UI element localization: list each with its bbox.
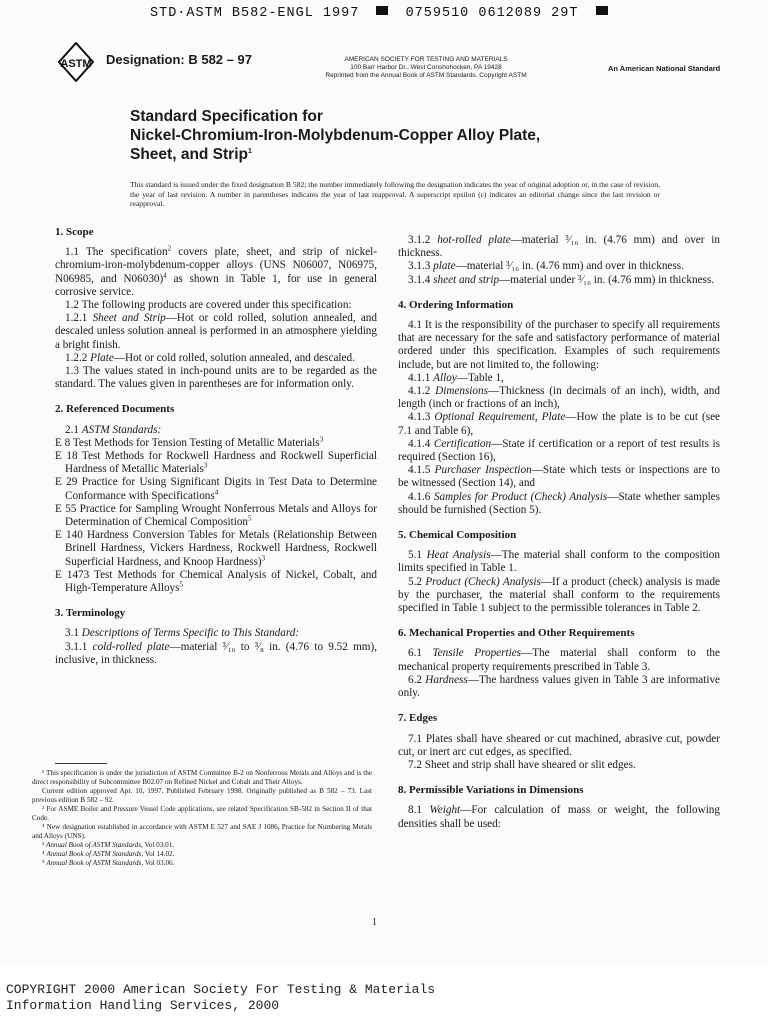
reference-item: E 140 Hardness Conversion Tables for Metals (Relationship Between Brinell Hardness, Vickers Hardness, Rockwell Hardness, Rockwell Superficial Hardness, and Knoop Hardness)$^3$ bbox=[55, 529, 377, 568]
paragraph: 4.1.6 Samples for Product (Check) Analysis—State whether samples should be furnished (Section 5). bbox=[398, 490, 720, 516]
publisher-name: AMERICAN SOCIETY FOR TESTING AND MATERIALS bbox=[344, 56, 508, 63]
paragraph: 5.1 Heat Analysis—The material shall conform to the composition limits specified in Table 1. bbox=[398, 549, 720, 575]
footnote: ⁵ Annual Book of ASTM Standards, Vol 03.06. bbox=[42, 859, 175, 867]
footnote: ² For ASME Boiler and Pressure Vessel Code applications, see related Specification SB-582 in Section II of that Code. bbox=[32, 805, 372, 822]
paragraph: 4.1.2 Dimensions—Thickness (in decimals of an inch), width, and length (inch or fractions of an inch), bbox=[398, 385, 720, 411]
black-marker bbox=[596, 6, 608, 15]
footnote: ¹ This specification is under the jurisdiction of ASTM Committee B-2 on Nonferrous Metals and Alloys and is the direct responsibility of Subcommittee B02.07 on Refined Nickel and Cobalt and Their Alloys. bbox=[32, 769, 372, 786]
footnotes bbox=[32, 769, 372, 868]
paragraph: 3.1.2 hot-rolled plate—material ³⁄₁₆ in. (4.76 mm) and over in thickness. bbox=[398, 234, 721, 260]
reference-item: E 18 Test Methods for Rockwell Hardness and Rockwell Superficial Hardness of Metallic Materials$^3$ bbox=[55, 450, 377, 476]
left-column bbox=[55, 226, 377, 667]
page-number: 1 bbox=[372, 917, 377, 928]
paragraph: 3.1.4 sheet and strip—material under ³⁄₁₆ in. (4.76 mm) in thickness. bbox=[408, 273, 715, 286]
paragraph: 6.2 Hardness—The hardness values given in Table 3 are informative only. bbox=[398, 673, 720, 700]
paragraph: 4.1.1 Alloy—Table 1, bbox=[408, 371, 504, 384]
paragraph: 1.3 The values stated in inch-pound units are to be regarded as the standard. The values given in parentheses are for information only. bbox=[55, 365, 377, 391]
reference-item: E 29 Practice for Using Significant Digits in Test Data to Determine Conformance with Specifications$^4$ bbox=[55, 476, 377, 502]
reference-item: E 55 Practice for Sampling Wrought Nonferrous Metals and Alloys for Determination of Chemical Composition$^5$ bbox=[55, 502, 377, 529]
section-heading: 3. Terminology bbox=[55, 607, 126, 620]
section-heading: 7. Edges bbox=[398, 712, 438, 725]
document-code: STD·ASTM B582-ENGL 1997 bbox=[150, 6, 360, 21]
title-line: Standard Specification for bbox=[130, 108, 323, 125]
section-heading: 6. Mechanical Properties and Other Requirements bbox=[398, 627, 635, 640]
footnote: ⁴ Annual Book of ASTM Standards, Vol 14.02. bbox=[42, 850, 175, 858]
paragraph: 7.1 Plates shall have sheared or cut machined, abrasive cut, powder cut, or inert arc cut edges, as specified. bbox=[398, 732, 720, 758]
section-heading: 5. Chemical Composition bbox=[398, 529, 517, 542]
svg-text:ASTM: ASTM bbox=[60, 58, 92, 70]
copyright-line: COPYRIGHT 2000 American Society For Testing & Materials bbox=[6, 982, 436, 997]
title-line: Sheet, and Strip$^1$ bbox=[130, 146, 252, 163]
paragraph: 1.2.2 Plate—Hot or cold rolled, solution annealed, and descaled. bbox=[65, 351, 355, 364]
paragraph: 4.1.5 Purchaser Inspection—State which tests or inspections are to be witnessed (Section 14), and bbox=[398, 464, 721, 490]
paragraph: 1.1 The specification$^2$ covers plate, sheet, and strip of nickel-chromium-iron-molybdenum-copper alloys (UNS N06007, N06975, N06985, and N06030)$^4$ as shown in Table 1, for use in general corrosive service. bbox=[55, 244, 377, 298]
copyright-notice bbox=[6, 982, 606, 1014]
paragraph: 2.1 ASTM Standards: bbox=[65, 423, 162, 436]
paragraph: 4.1.4 Certification—State if certification or a report of test results is required (Section 16), bbox=[398, 437, 720, 464]
section-heading: 2. Referenced Documents bbox=[55, 403, 175, 416]
paragraph: 7.2 Sheet and strip shall have sheared or slit edges. bbox=[408, 758, 636, 771]
copyright-line: Information Handling Services, 2000 bbox=[6, 998, 280, 1013]
paragraph: 1.2.1 Sheet and Strip—Hot or cold rolled, solution annealed, and descaled unless solution anneal is performed in an atmosphere yielding a bright finish. bbox=[55, 312, 377, 351]
astm-logo-icon bbox=[58, 42, 94, 82]
title-line: Nickel-Chromium-Iron-Molybdenum-Copper Alloy Plate, bbox=[130, 127, 541, 144]
paragraph: 6.1 Tensile Properties—The material shall conform to the mechanical property requirements prescribed in Table 3. bbox=[398, 647, 720, 673]
section-heading: 1. Scope bbox=[55, 226, 94, 238]
document-serial: 0759510 0612089 29T bbox=[405, 6, 579, 21]
paragraph: 3.1 Descriptions of Terms Specific to This Standard: bbox=[65, 627, 300, 640]
document-id-strip bbox=[150, 6, 620, 24]
paragraph: 1.2 The following products are covered under this specification: bbox=[65, 299, 352, 312]
paragraph: 4.1 It is the responsibility of the purchaser to specify all requirements that are necessary for the safe and satisfactory performance of material ordered under this specification. Examples of such requirements include, but are not limited to, the following: bbox=[398, 319, 720, 371]
black-marker bbox=[376, 6, 388, 15]
footnote-divider bbox=[55, 763, 107, 764]
paragraph: 4.1.3 Optional Requirement, Plate—How the plate is to be cut (see 7.1 and Table 6), bbox=[398, 411, 721, 437]
paragraph: 3.1.1 cold-rolled plate—material ³⁄₁₆ to ³⁄₈ in. (4.76 to 9.52 mm), inclusive, in thickness. bbox=[55, 640, 377, 666]
footnote: Current edition approved Apr. 10, 1997. Published February 1998. Originally published as B 582 – 73. Last previous edition B 582 – 92. bbox=[32, 787, 372, 804]
designation: Designation: B 582 – 97 bbox=[106, 52, 252, 67]
paragraph: 3.1.3 plate—material ³⁄₁₆ in. (4.76 mm) and over in thickness. bbox=[408, 260, 684, 273]
right-column bbox=[398, 234, 720, 831]
document-title bbox=[130, 107, 690, 164]
issuance-note: This standard is issued under the fixed designation B 582; the number immediately following the designation indicates the year of original adoption or, in the case of revision, the year of last revision. A number in parentheses indicates the year of last reapproval. A superscript epsilon (ε) indicates an editorial change since the last revision or reapproval. bbox=[130, 180, 660, 208]
section-heading: 8. Permissible Variations in Dimensions bbox=[398, 784, 584, 797]
national-standard-label: An American National Standard bbox=[608, 64, 721, 73]
reference-item: E 1473 Test Methods for Chemical Analysis of Nickel, Cobalt, and High-Temperature Alloys$^5$ bbox=[55, 568, 377, 595]
reference-item: E 8 Test Methods for Tension Testing of Metallic Materials$^3$ bbox=[55, 435, 324, 449]
reprint-notice: Reprinted from the Annual Book of ASTM Standards. Copyright ASTM bbox=[325, 72, 527, 79]
section-heading: 4. Ordering Information bbox=[398, 298, 514, 311]
paragraph: 5.2 Product (Check) Analysis—If a product (check) analysis is made by the purchaser, the material shall conform to the requirements specified in Table 1 subject to the permissible tolerances in Table 2. bbox=[398, 575, 721, 615]
publisher-block bbox=[296, 56, 556, 80]
footnote: ⁴ New designation established in accordance with ASTM E 527 and SAE J 1086, Practice for Numbering Metals and Alloys (UNS). bbox=[32, 823, 372, 840]
publisher-address: 100 Barr Harbor Dr., West Conshohocken, PA 19428 bbox=[350, 64, 502, 71]
footnote: ³ Annual Book of ASTM Standards, Vol 03.01. bbox=[42, 841, 175, 849]
paragraph: 8.1 Weight—For calculation of mass or weight, the following densities shall be used: bbox=[398, 804, 720, 830]
